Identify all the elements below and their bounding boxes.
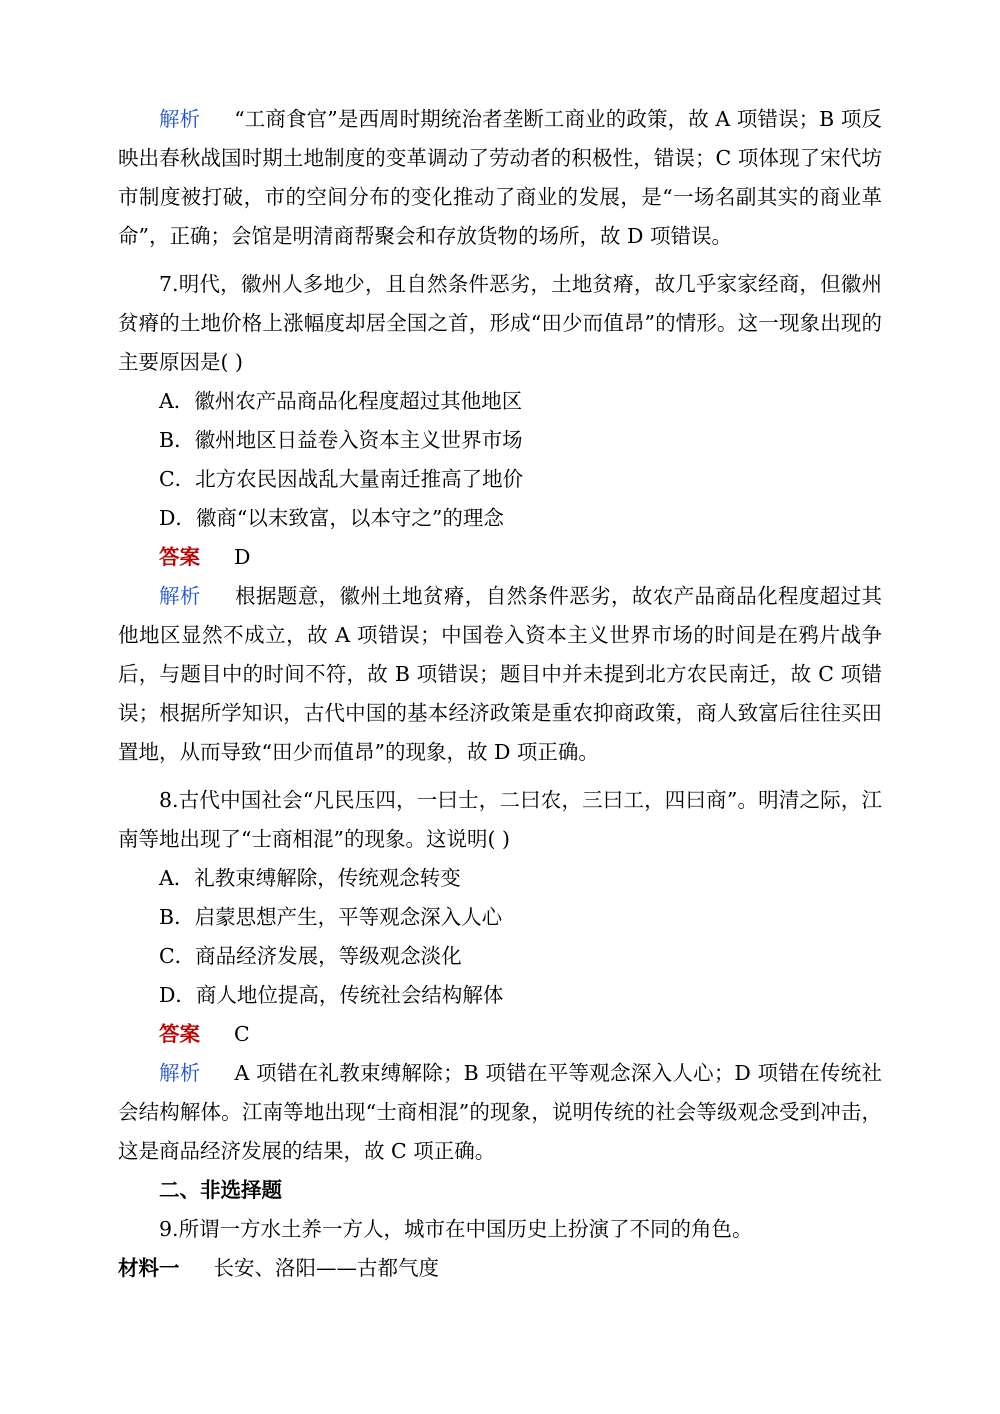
question-8-option-c[interactable]: C．商品经济发展，等级观念淡化 [159, 944, 462, 968]
analysis-text: A 项错在礼教束缚解除；B 项错在平等观念深入人心；D 项错在传统社会结构解体。江南等地出现“士商相混”的现象，说明传统的社会等级观念受到冲击，这是商品经济发展的结果，故 C 项正确。 [118, 1061, 882, 1163]
document-body [118, 100, 882, 1288]
spacer [118, 256, 882, 265]
question-7-option-b[interactable]: B．徽州地区日益卷入资本主义世界市场 [159, 428, 523, 452]
answer-value: C [234, 1022, 250, 1046]
answer-label: 答案 [159, 1022, 200, 1046]
question-7-option-a[interactable]: A．徽州农产品商品化程度超过其他地区 [159, 389, 523, 413]
question-7-analysis [118, 577, 882, 772]
analysis-label: 解析 [159, 1061, 201, 1085]
question-8-number: 8. [159, 788, 179, 812]
question-7-option-c[interactable]: C．北方农民因战乱大量南迁推高了地价 [159, 467, 524, 491]
question-7-option-d[interactable]: D．徽商“以末致富，以本守之”的理念 [159, 506, 504, 530]
analysis-text: “工商食官”是西周时期统治者垄断工商业的政策，故 A 项错误；B 项反映出春秋战国时期土地制度的变革调动了劳动者的积极性，错误；C 项体现了宋代坊市制度被打破，市的空间分布的变化推动了商业的发展，是“一场名副其实的商业革命”，正确；会馆是明清商帮聚会和存放货物的场所，故 D 项错误。 [118, 107, 882, 248]
question-7-stem [118, 265, 882, 382]
material-text: 长安、洛阳——古都气度 [213, 1256, 439, 1280]
question-9-text: 所谓一方水土养一方人，城市在中国历史上扮演了不同的角色。 [178, 1217, 753, 1241]
question-8-option-d[interactable]: D．商人地位提高，传统社会结构解体 [159, 983, 504, 1007]
analysis-text: 根据题意，徽州土地贫瘠，自然条件恶劣，故农产品商品化程度超过其他地区显然不成立，故 A 项错误；中国卷入资本主义世界市场的时间是在鸦片战争后，与题目中的时间不符，故 B 项错误；题目中并未提到北方农民南迁，故 C 项错误；根据所学知识，古代中国的基本经济政策是重农抑商政策，商人致富后往往买田置地，从而导致“田少而值昂”的现象，故 D 项正确。 [118, 584, 883, 764]
analysis-label: 解析 [159, 107, 201, 131]
question-8-answer [118, 1015, 882, 1054]
question-7-number: 7. [159, 272, 179, 296]
question-8-analysis [118, 1054, 882, 1171]
material-one [118, 1249, 882, 1288]
question-8-stem [118, 781, 882, 859]
question-7-text: 明代，徽州人多地少，且自然条件恶劣，土地贫瘠，故几乎家家经商，但徽州贫瘠的土地价格上涨幅度却居全国之首，形成“田少而值昂”的情形。这一现象出现的主要原因是( ) [118, 272, 882, 374]
answer-value: D [234, 545, 251, 569]
analysis-paragraph [118, 100, 882, 256]
question-7-answer [118, 538, 882, 577]
analysis-label: 解析 [159, 584, 201, 608]
question-8-option-b[interactable]: B．启蒙思想产生，平等观念深入人心 [159, 905, 503, 929]
material-label: 材料一 [118, 1256, 180, 1280]
question-8-option-a[interactable]: A．礼教束缚解除，传统观念转变 [159, 866, 461, 890]
answer-label: 答案 [159, 545, 200, 569]
section-title: 二、非选择题 [159, 1178, 282, 1202]
question-9-stem [118, 1210, 882, 1249]
question-8-text: 古代中国社会“凡民压四，一曰士，二曰农，三曰工，四曰商”。明清之际，江南等地出现了“士商相混”的现象。这说明( ) [118, 788, 882, 851]
spacer [118, 772, 882, 781]
question-9-number: 9. [159, 1217, 179, 1241]
